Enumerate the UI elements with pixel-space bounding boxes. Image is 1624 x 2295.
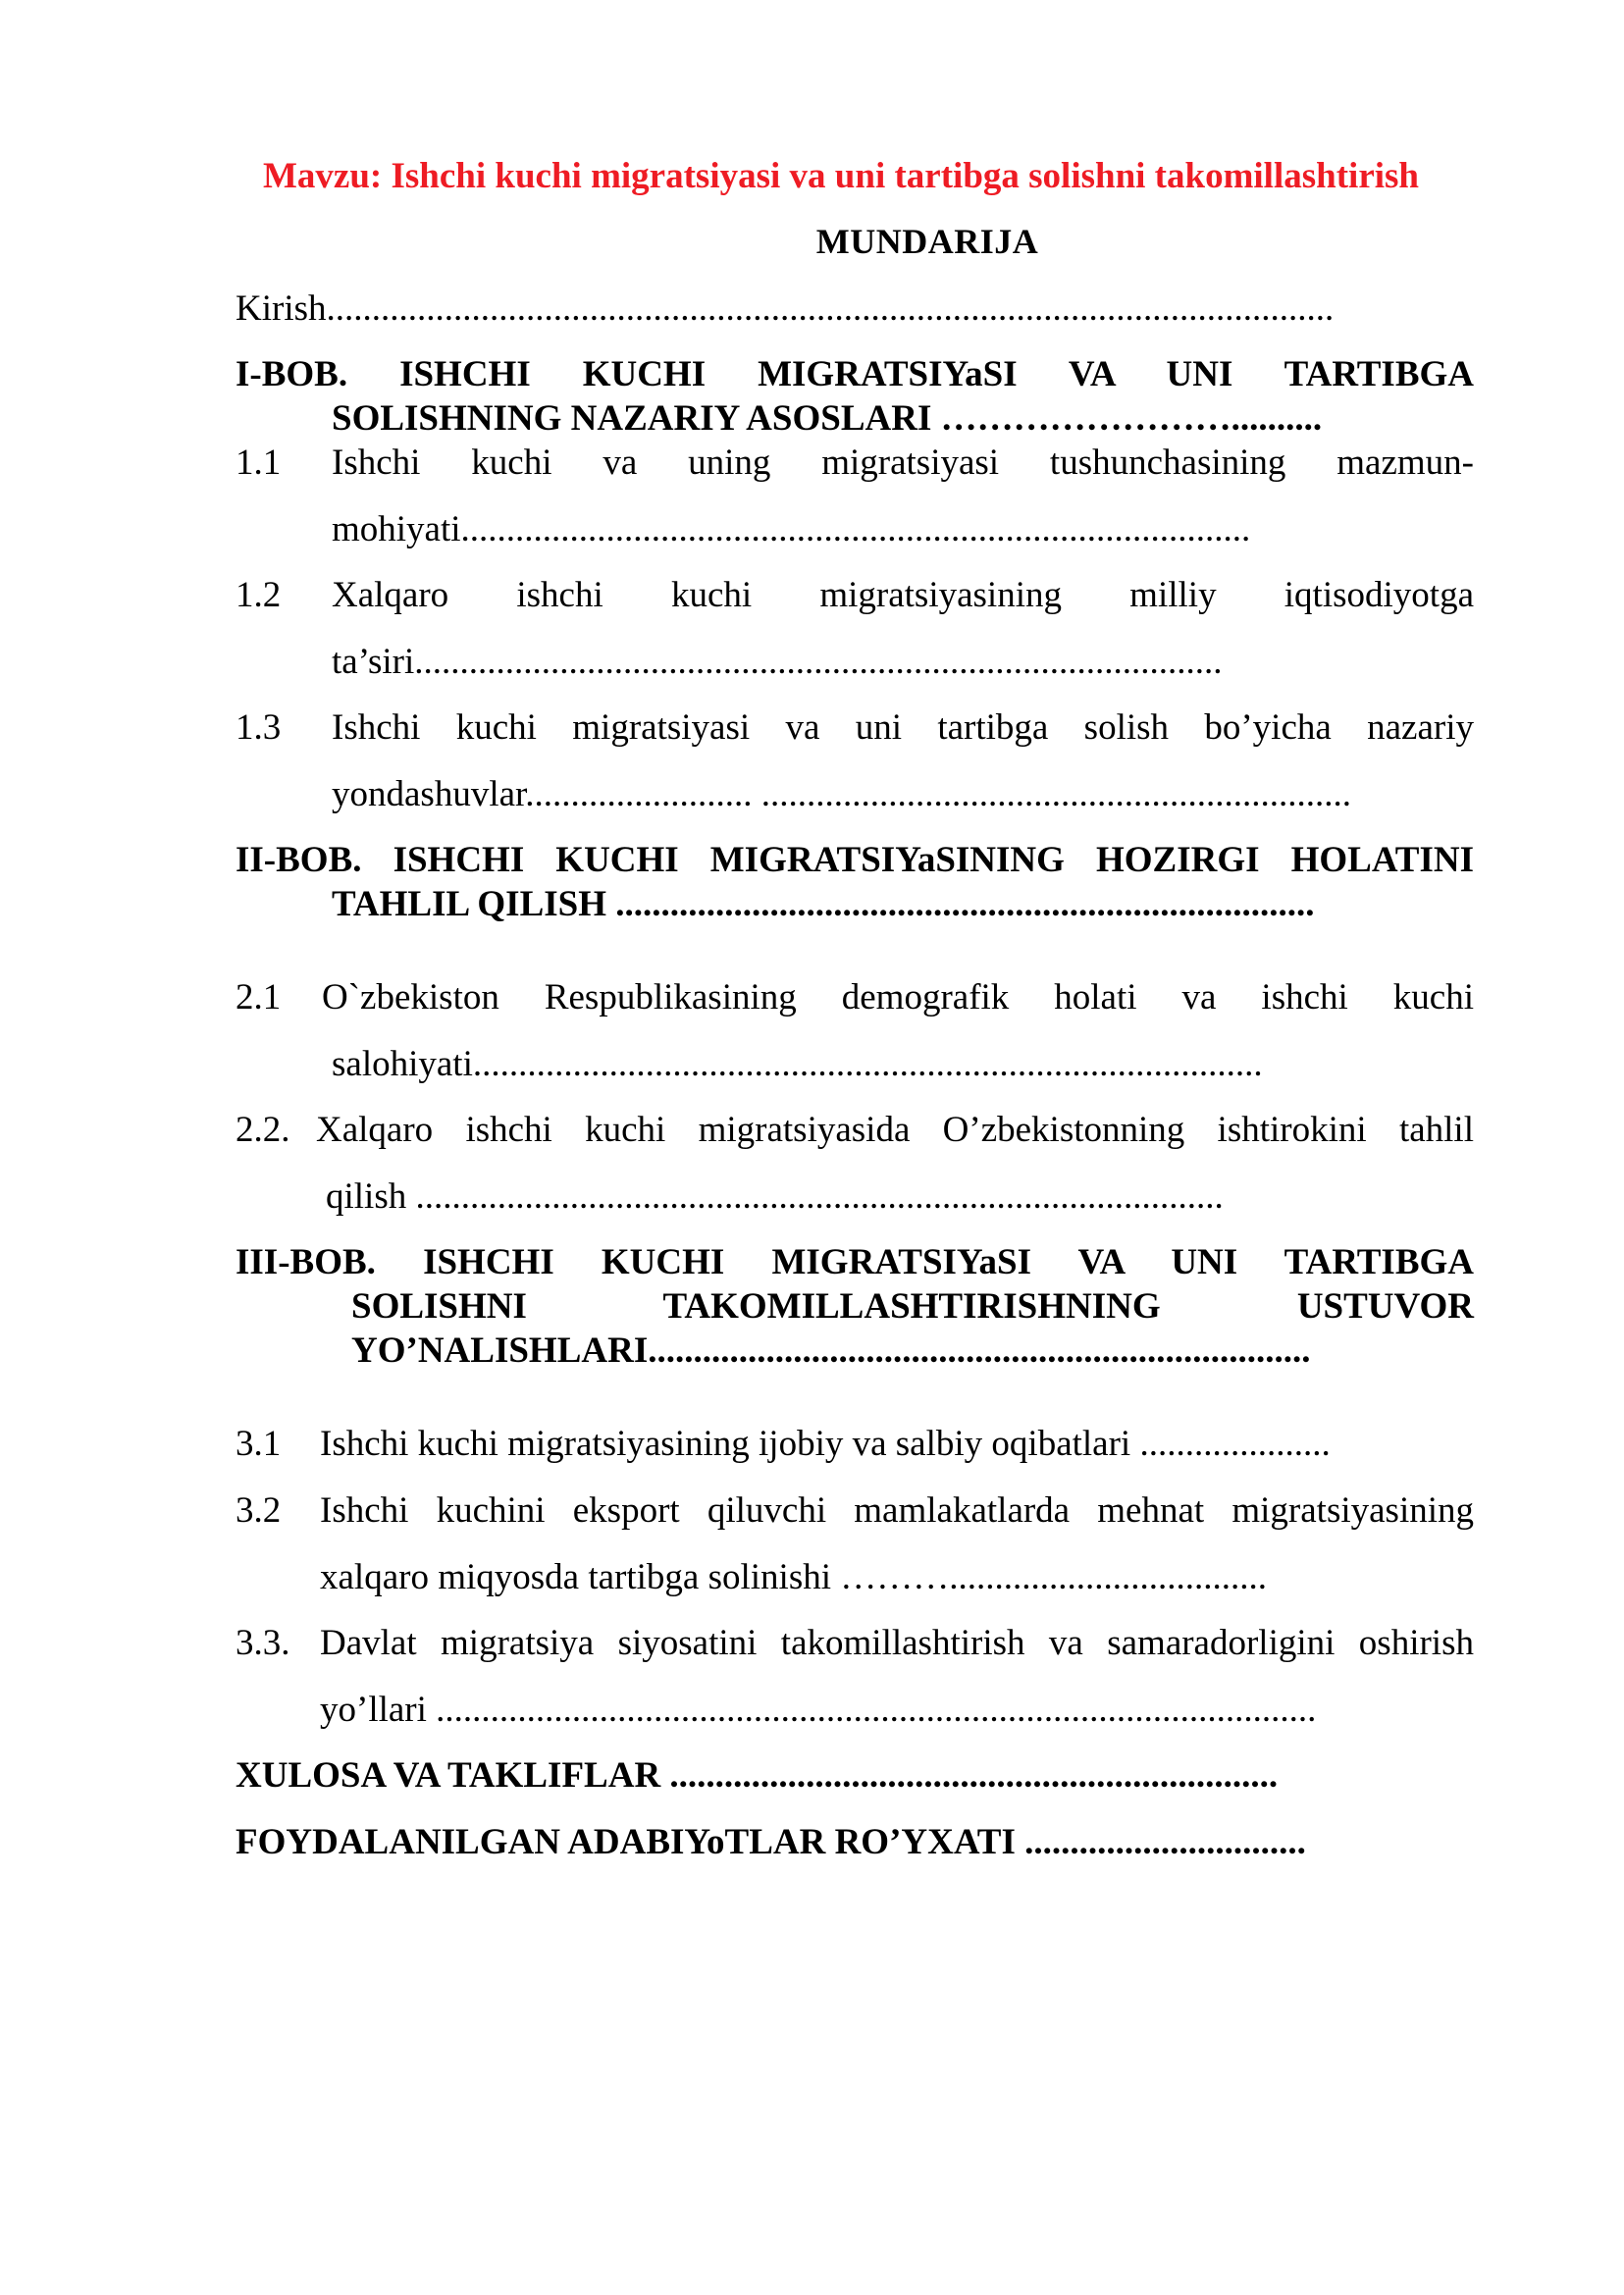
toc-chapter-1-line-2: SOLISHNING NAZARIY ASOSLARI ……………………..........	[332, 398, 1323, 439]
toc-chapter-2-line-1: II-BOB. ISHCHI KUCHI MIGRATSIYaSINING HOZIRGI HOLATINI	[236, 840, 1474, 880]
toc-section-3-3-number: 3.3.	[236, 1623, 290, 1663]
toc-entry-intro: Kirish...............................................................................................................	[236, 288, 1335, 329]
toc-section-3-1-line-1: Ishchi kuchi migratsiyasining ijobiy va salbiy oqibatlari .....................	[320, 1424, 1331, 1464]
toc-entry-conclusion: XULOSA VA TAKLIFLAR ...................................................................	[236, 1755, 1279, 1796]
toc-section-2-2-number: 2.2.	[236, 1110, 290, 1150]
toc-section-3-2-line-1: Ishchi kuchini eksport qiluvchi mamlakatlarda mehnat migratsiyasining	[320, 1490, 1474, 1531]
toc-section-3-3-line-1: Davlat migratsiya siyosatini takomillashtirish va samaradorligini oshirish	[320, 1623, 1474, 1663]
toc-chapter-1-line-1: I-BOB. ISHCHI KUCHI MIGRATSIYaSI VA UNI TARTIBGA	[236, 354, 1474, 394]
toc-section-3-2-line-2: xalqaro miqyosda tartibga solinishi ………...................................	[320, 1557, 1267, 1597]
toc-section-1-1-number: 1.1	[236, 443, 282, 483]
toc-section-1-3-line-2: yondashuvlar......................... .................................................................	[332, 774, 1352, 814]
toc-section-2-2-line-2: qilish .........................................................................................	[326, 1176, 1224, 1217]
toc-section-1-1-line-2: mohiyati.......................................................................................	[332, 509, 1251, 549]
toc-section-1-2-line-1: Xalqaro ishchi kuchi migratsiyasining milliy iqtisodiyotga	[332, 575, 1474, 615]
toc-section-2-1-line-2: salohiyati.......................................................................................	[332, 1044, 1263, 1084]
toc-section-1-3-line-1: Ishchi kuchi migratsiyasi va uni tartibga solish bo’yicha nazariy	[332, 707, 1474, 748]
toc-chapter-3-line-3: YO’NALISHLARI.........................................................................	[351, 1330, 1311, 1371]
toc-section-1-1-line-1: Ishchi kuchi va uning migratsiyasi tushunchasining mazmun-	[332, 443, 1474, 483]
toc-chapter-3-line-1: III-BOB. ISHCHI KUCHI MIGRATSIYaSI VA UNI TARTIBGA	[236, 1242, 1474, 1282]
toc-section-2-1-line-1: O`zbekiston Respublikasining demografik holati va ishchi kuchi	[322, 977, 1474, 1017]
toc-section-1-2-line-2: ta’siri.........................................................................................	[332, 642, 1223, 682]
toc-section-2-2-line-1: Xalqaro ishchi kuchi migratsiyasida O’zbekistonning ishtirokini tahlil	[316, 1110, 1474, 1150]
toc-section-1-2-number: 1.2	[236, 575, 282, 615]
toc-section-3-2-number: 3.2	[236, 1490, 282, 1531]
toc-section-3-3-line-2: yo’llari .................................................................................................	[320, 1690, 1317, 1730]
toc-section-1-3-number: 1.3	[236, 707, 282, 748]
toc-chapter-3-line-2: SOLISHNI TAKOMILLASHTIRISHNING USTUVOR	[351, 1286, 1474, 1327]
toc-title: MUNDARIJA	[815, 222, 1039, 261]
toc-section-2-1-number: 2.1	[236, 977, 282, 1017]
toc-section-3-1-number: 3.1	[236, 1424, 282, 1464]
topic-heading: Mavzu: Ishchi kuchi migratsiyasi va uni tartibga solishni takomillashtirish	[263, 156, 1420, 196]
toc-chapter-2-line-2: TAHLIL QILISH .............................................................................	[332, 884, 1315, 924]
toc-entry-references: FOYDALANILGAN ADABIYoTLAR RO’YXATI ...............................	[236, 1822, 1306, 1862]
